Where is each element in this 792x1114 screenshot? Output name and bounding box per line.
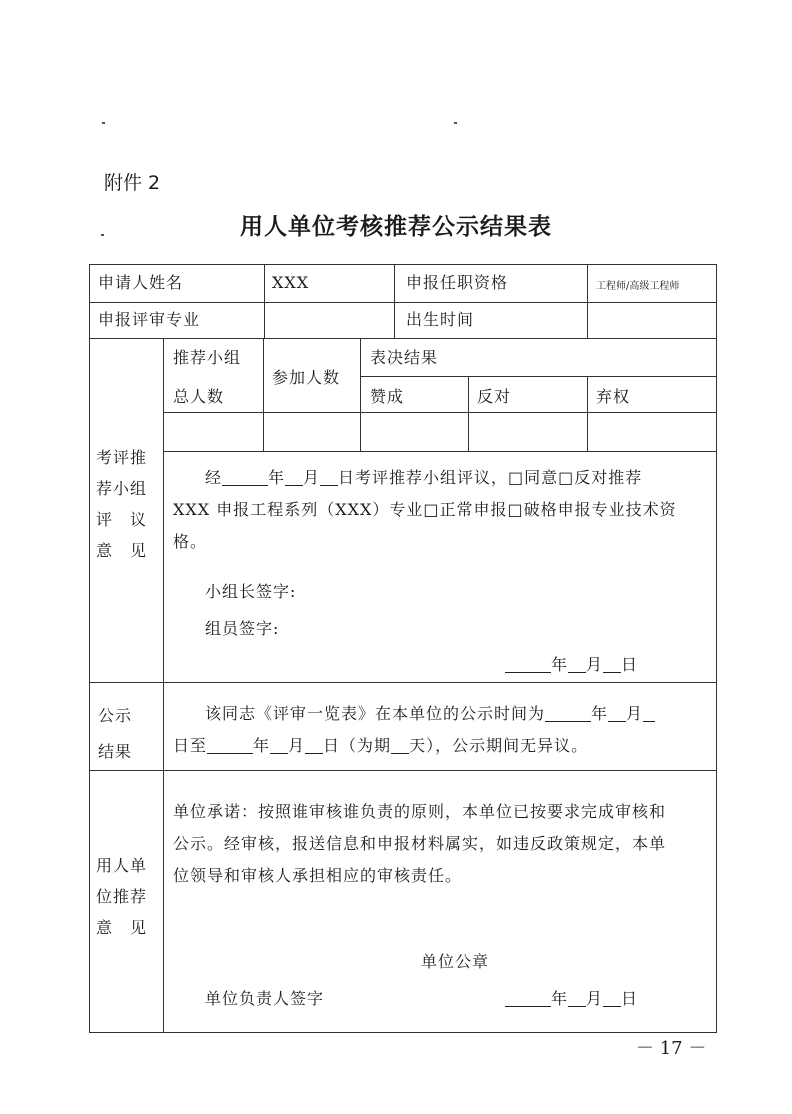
- participants-label: 参加人数: [272, 368, 341, 387]
- applicant-name-value[interactable]: XXX: [272, 273, 310, 292]
- employer-month-blank[interactable]: [568, 990, 586, 1007]
- scan-speck: [102, 122, 105, 124]
- page-number: － 17 －: [636, 1038, 707, 1059]
- group-total-input[interactable]: [164, 413, 262, 450]
- review-date: 年 月 日: [505, 655, 638, 675]
- employer-date: 年 月 日: [505, 989, 638, 1009]
- participants-input[interactable]: [264, 413, 359, 450]
- vote-result-label: 表决结果: [370, 348, 439, 367]
- form-title: 用人单位考核推荐公示结果表: [240, 214, 552, 240]
- result-table: [89, 264, 717, 1033]
- publicity-month-blank[interactable]: [608, 705, 626, 722]
- unit-head-signature[interactable]: 单位负责人签字: [205, 989, 325, 1008]
- group-leader-signature[interactable]: 小组长签字:: [205, 582, 297, 601]
- review-day-blank[interactable]: [320, 469, 338, 486]
- approve-count-input[interactable]: [361, 413, 467, 450]
- qualification-value[interactable]: 工程师/高级工程师: [596, 281, 680, 292]
- review-side-label: 考评推 荐小组 评 议 意 见: [96, 448, 148, 560]
- review-sign-year-blank[interactable]: [505, 656, 551, 673]
- approve-label: 赞成: [370, 387, 405, 406]
- employer-commitment: 单位承诺：按照谁审核谁负责的原则，本单位已按要求完成审核和 公示。经审核，报送信息和申报材料属实，如违反政策规定，本单 位领导和审核人承担相应的审核责任。: [173, 802, 667, 885]
- employer-side-label: 用人单 位推荐 意 见: [96, 856, 148, 937]
- abstain-count-input[interactable]: [588, 413, 715, 450]
- birth-date-label: 出生时间: [406, 310, 475, 329]
- attachment-label: 附件 2: [104, 172, 161, 194]
- review-major-label: 申报评审专业: [98, 310, 201, 329]
- oppose-count-input[interactable]: [469, 413, 586, 450]
- publicity-end-year-blank[interactable]: [207, 737, 253, 754]
- review-sign-day-blank[interactable]: [603, 656, 621, 673]
- member-signature[interactable]: 组员签字:: [205, 619, 280, 638]
- publicity-day-blank[interactable]: [643, 705, 655, 722]
- scan-speck: [454, 122, 457, 124]
- review-sign-month-blank[interactable]: [568, 656, 586, 673]
- oppose-label: 反对: [477, 387, 512, 406]
- unit-seal-label: 单位公章: [421, 952, 490, 971]
- abstain-label: 弃权: [596, 387, 631, 406]
- publicity-side-label-line2: 结果: [98, 742, 133, 761]
- publicity-side-label-line1: 公示: [98, 706, 133, 725]
- group-total-label-line2: 总人数: [173, 387, 225, 406]
- publicity-end-day-blank[interactable]: [305, 737, 323, 754]
- applicant-name-label: 申请人姓名: [98, 273, 184, 292]
- employer-year-blank[interactable]: [505, 990, 551, 1007]
- review-year-blank[interactable]: [222, 469, 268, 486]
- employer-day-blank[interactable]: [603, 990, 621, 1007]
- group-total-label-line1: 推荐小组: [173, 348, 242, 367]
- review-opinion: 经 年 月 日考评推荐小组评议，□同意□反对推荐 XXX 申报工程系列（XXX）专业□正常申报□破格申报专业技术资 格。: [173, 468, 677, 551]
- qualification-label: 申报任职资格: [406, 273, 509, 292]
- publicity-period-blank[interactable]: [391, 737, 409, 754]
- review-month-blank[interactable]: [285, 469, 303, 486]
- publicity-end-month-blank[interactable]: [270, 737, 288, 754]
- publicity-text: 该同志《评审一览表》在本单位的公示时间为 年 月 日至 年 月 日（为期 天），公示期间无异议。: [173, 698, 713, 762]
- publicity-year-blank[interactable]: [545, 705, 591, 722]
